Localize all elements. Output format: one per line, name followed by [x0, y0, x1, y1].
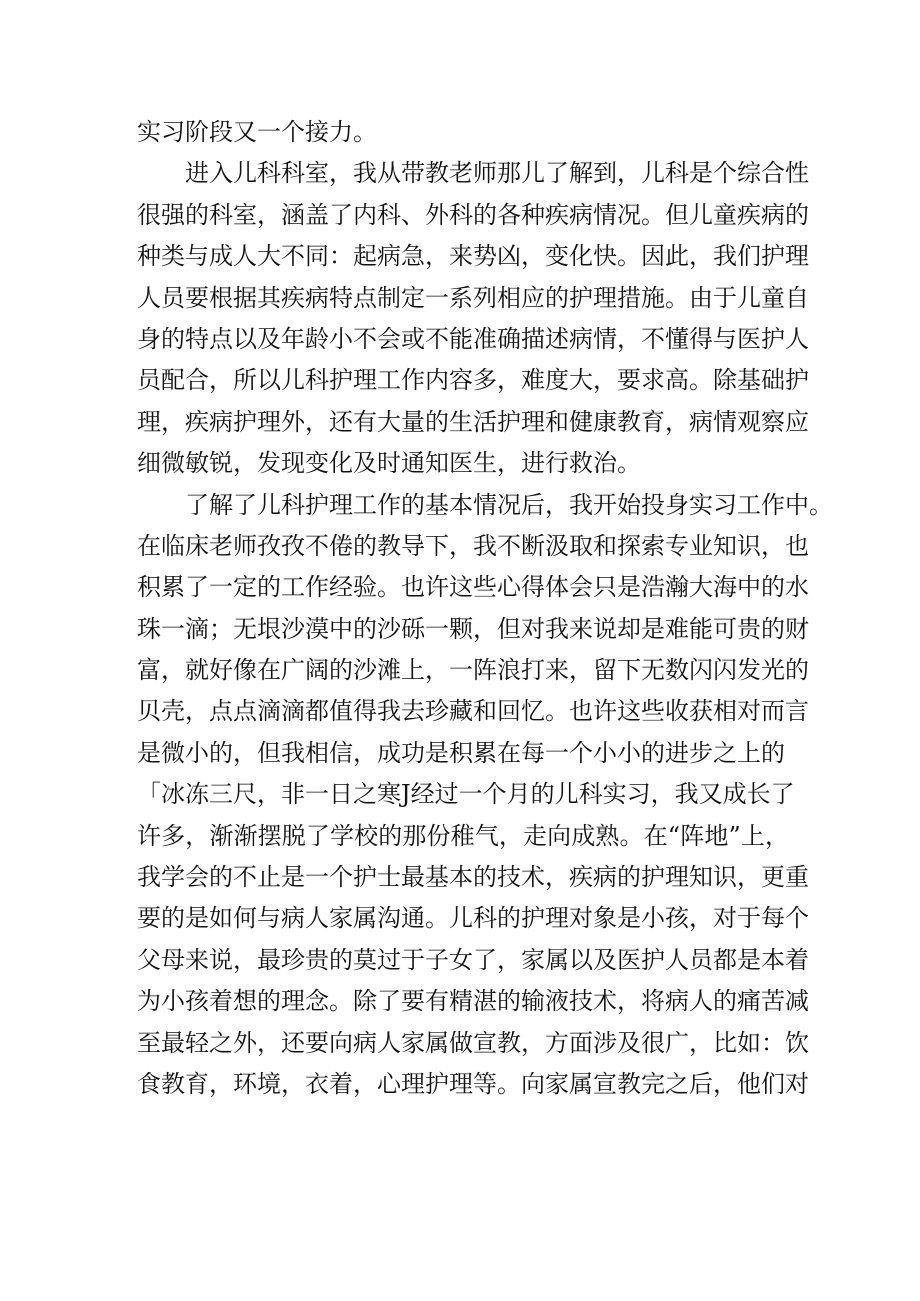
- text-line-6: 身的特点以及年龄小不会或不能准确描述病情，不懂得与医护人: [137, 324, 809, 353]
- text-line-13: 珠一滴；无垠沙漠中的沙砾一颗，但对我来说却是难能可贵的财: [137, 614, 809, 643]
- text-line-23: 至最轻之外，还要向病人家属做宣教，方面涉及很广，比如：饮: [137, 1028, 809, 1057]
- text-line-1: 实习阶段又一个接力。: [137, 118, 377, 146]
- text-line-9: 细微敏锐，发现变化及时通知医生，进行救治。: [137, 449, 641, 478]
- text-line-15: 贝壳，点点滴滴都值得我去珍藏和回忆。也许这些收获相对而言: [137, 697, 809, 726]
- text-line-21: 父母来说，最珍贵的莫过于子女了，家属以及医护人员都是本着: [137, 945, 809, 974]
- text-line-12: 积累了一定的工作经验。也许这些心得体会只是浩瀚大海中的水: [137, 573, 809, 602]
- text-line-14: 富，就好像在广阔的沙滩上，一阵浪打来，留下无数闪闪发光的: [137, 656, 809, 685]
- text-line-18: 许多，渐渐摆脱了学校的那份稚气，走向成熟。在“阵地”上，: [137, 821, 789, 850]
- body-text: [137, 112, 833, 1105]
- text-line-19: 我学会的不止是一个护士最基本的技术，疾病的护理知识，更重: [137, 863, 809, 892]
- text-line-17: 「冰冻三尺，非一日之寒J经过一个月的儿科实习，我又成长了: [137, 780, 795, 809]
- text-line-4: 种类与成人大不同：起病急，来势凶，变化快。因此，我们护理: [137, 242, 809, 271]
- text-line-8: 理，疾病护理外，还有大量的生活护理和健康教育，病情观察应: [137, 407, 809, 436]
- text-line-20: 要的是如何与病人家属沟通。儿科的护理对象是小孩，对于每个: [137, 904, 809, 933]
- text-line-22: 为小孩着想的理念。除了要有精湛的输液技术，将病人的痛苦减: [137, 987, 809, 1016]
- text-line-11: 在临床老师孜孜不倦的教导下，我不断汲取和探索专业知识，也: [137, 531, 809, 560]
- text-line-24: 食教育，环境，衣着，心理护理等。向家属宣教完之后，他们对: [137, 1069, 809, 1098]
- text-line-10: 了解了儿科护理工作的基本情况后，我开始投身实习工作中。: [185, 490, 833, 519]
- text-line-5: 人员要根据其疾病特点制定一系列相应的护理措施。由于儿童自: [137, 283, 809, 312]
- text-line-3: 很强的科室，涵盖了内科、外科的各种疾病情况。但儿童疾病的: [137, 200, 809, 229]
- text-line-2: 进入儿科科室，我从带教老师那儿了解到，儿科是个综合性: [185, 159, 809, 188]
- text-line-7: 员配合，所以儿科护理工作内容多，难度大，要求高。除基础护: [137, 366, 809, 395]
- text-line-16: 是微小的，但我相信，成功是积累在每一个小小的进步之上的: [137, 738, 785, 767]
